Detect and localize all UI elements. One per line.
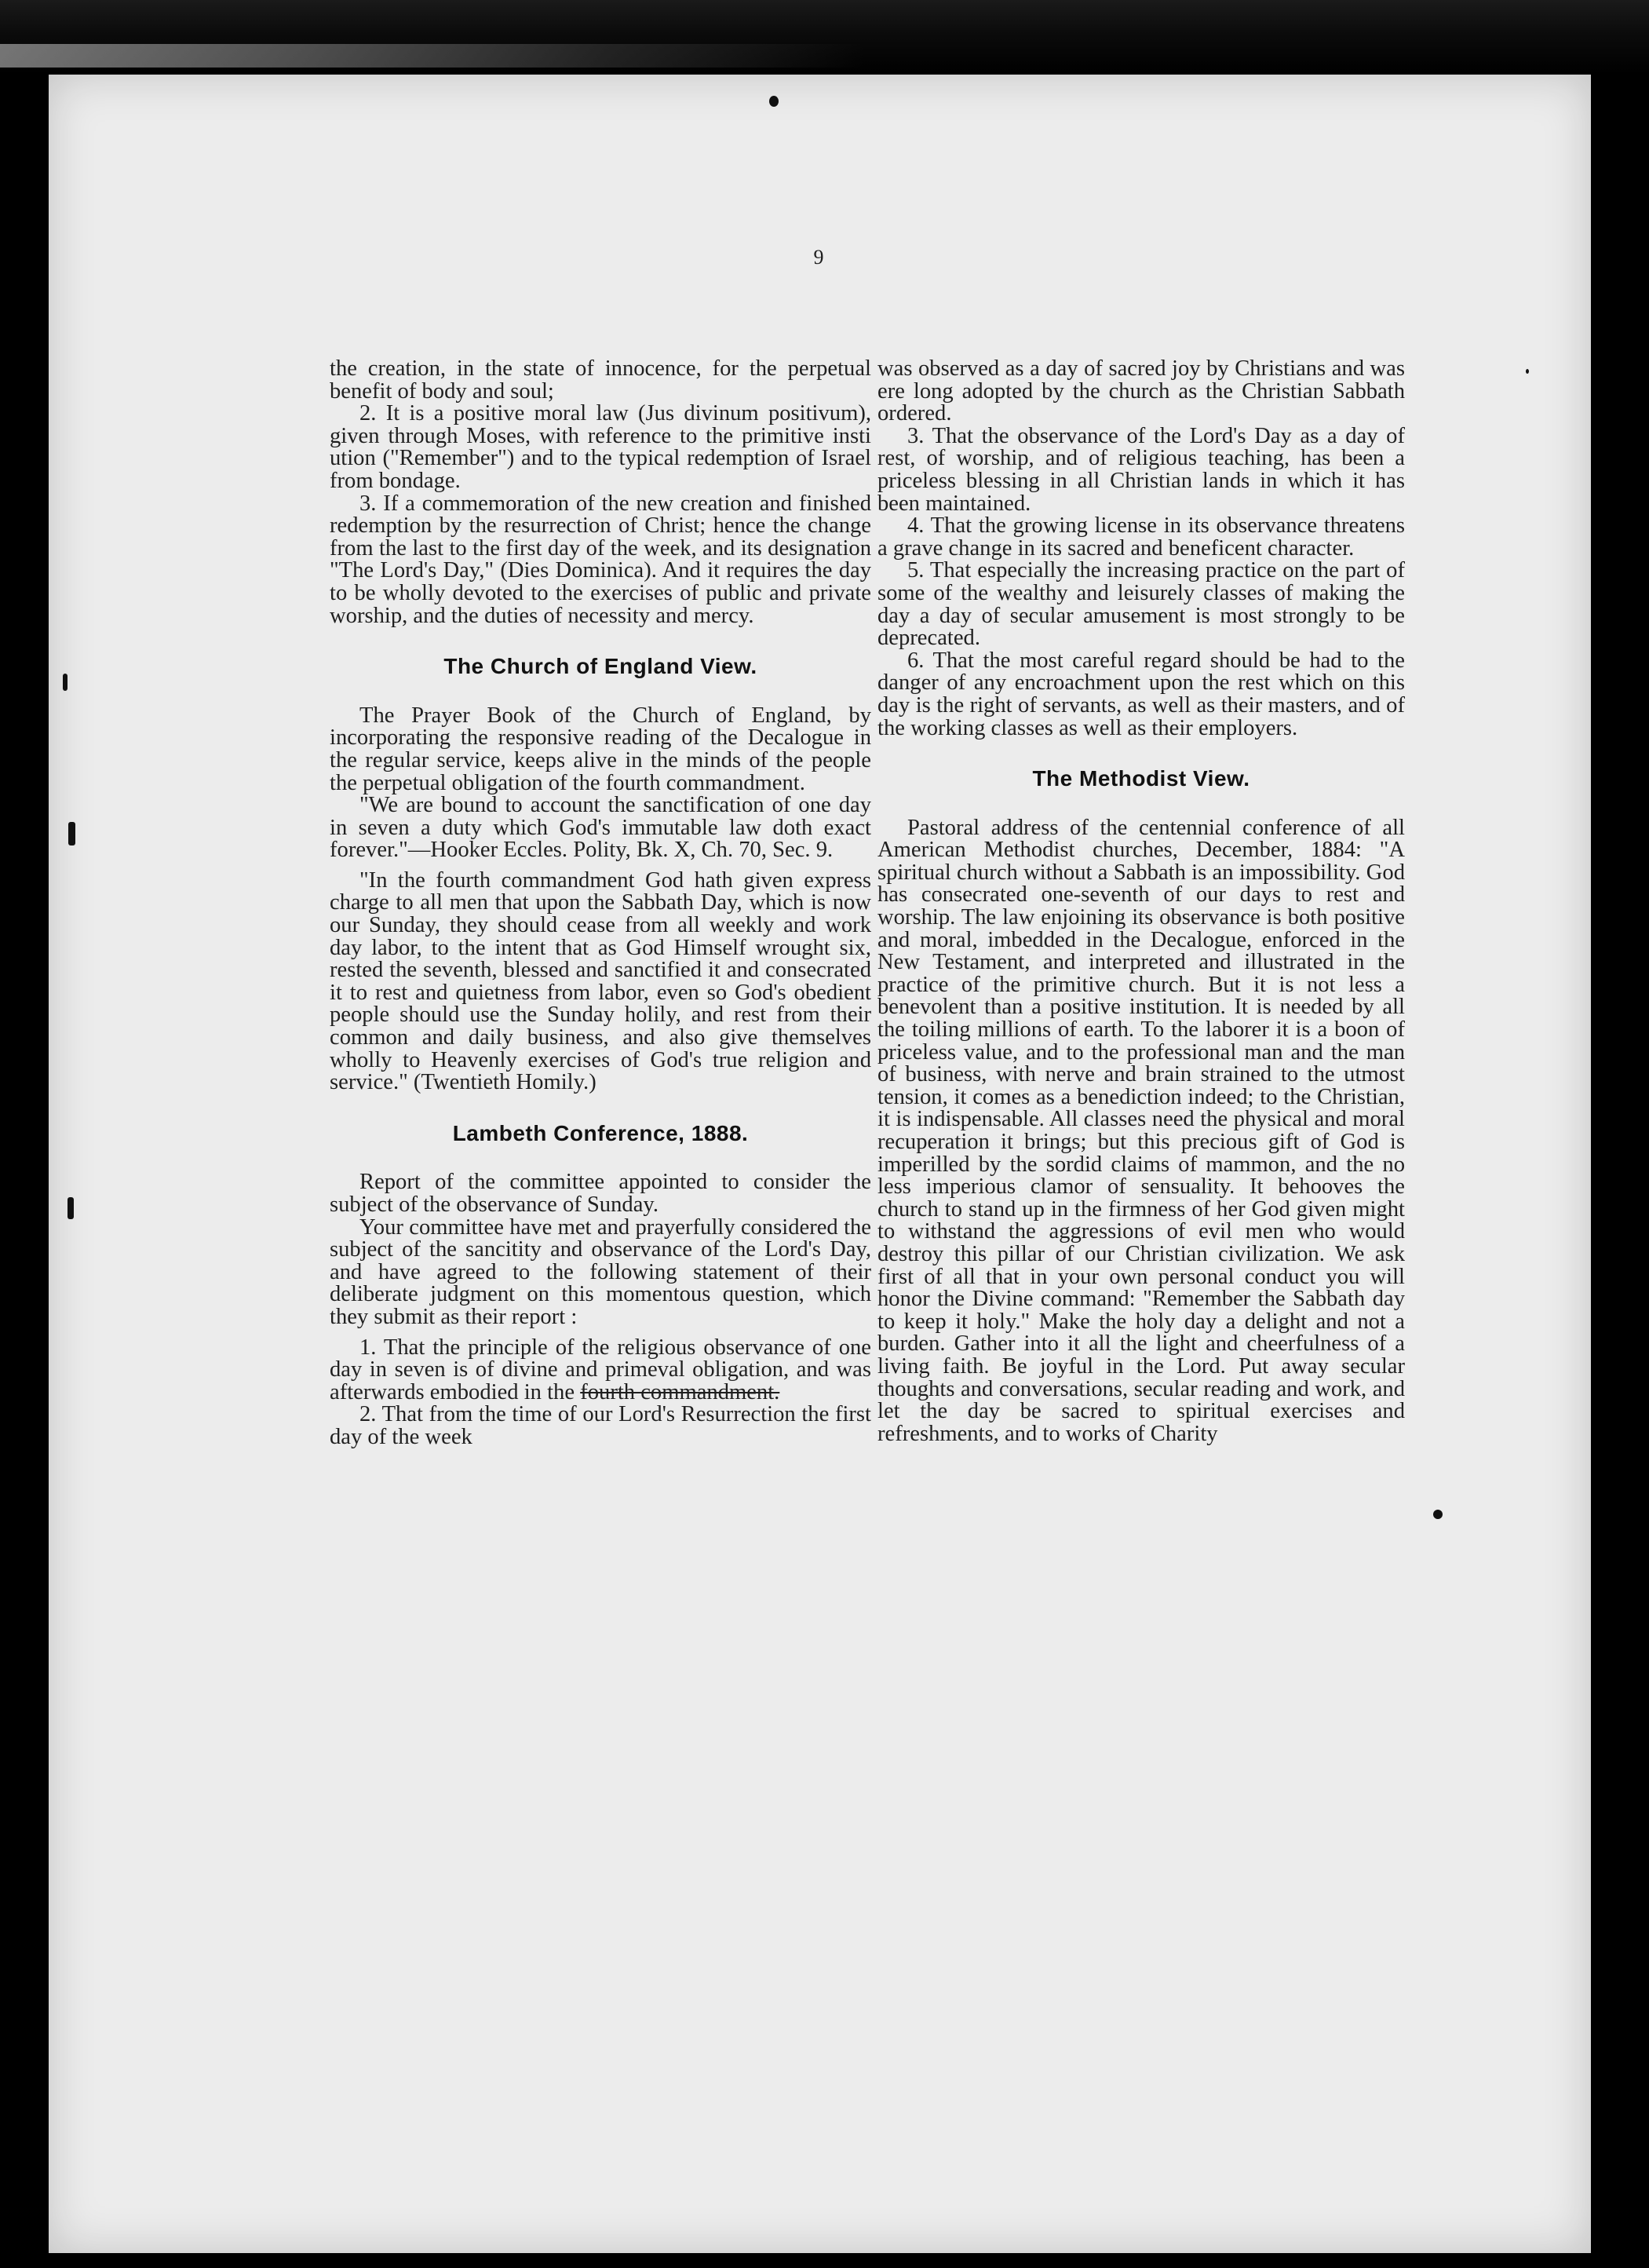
section-heading: Lambeth Conference, 1888.: [452, 1120, 749, 1145]
ink-speck: [67, 1197, 74, 1219]
ink-speck: [1526, 369, 1529, 374]
paragraph: Report of the committee appointed to consider the subject of the observance of Sunday.: [330, 1170, 871, 1217]
paragraph: Pastoral address of the centennial conference of all American Methodist churches, December, 1884: "A spiritual church without a Sabbath is an impossibility. God has consecrated one-seventh of our days to rest and worship. The law enjoining its observance is both positive and moral, imbedded in the Decalogue, enforced in the New Testament, and interpreted and illustrated in the practice of the primitive church. But it is not less a benevolent than a positive institution. It is needed by all the toiling millions of earth. To the laborer it is a boon of priceless value, and to the professional man and the man of business, with nerve and brain strained to the utmost tension, it comes as a benediction indeed; to the Christian, it is indispensable. All classes need the physical and moral recuperation it brings; but this precious gift of God is imperilled by the sordid claims of mammon, and the no less imperious clamor of sensuality. It behooves the church to stand up in the firmness of her God given might to withstand the aggressions of evil men who would destroy this pillar of our Christian civilization. We ask first of all that in your own personal conduct you will honor the Divine command: "Remember the Sabbath day to keep it holy." Make the holy day a delight and not a burden. Gather into it all the light and cheerfulness of a living faith. Be joyful in the Lord. Put away secular thoughts and conversations, secular reading and work, and let the day be sacred to spiritual exercises and refreshments, and to works of Charity: [877, 815, 1405, 1446]
paragraph: 6. That the most careful regard should be had to the danger of any encroachment upon the rest which on this day is the right of servants, as well as their masters, and of the working classes as well as their employers.: [877, 648, 1405, 740]
page-number: 9: [813, 246, 824, 268]
struck-text: fourth commandment.: [580, 1379, 780, 1404]
paragraph: 4. That the growing license in its observance threatens a grave change in its sacred and beneficent character.: [877, 513, 1405, 561]
ink-speck: [769, 96, 779, 107]
paragraph: 3. If a commemoration of the new creation and finished redemption by the resurrection of Christ; hence the change from the last to the first day of the week, and its designation "The Lord's Day," (Dies Dominica). And it requires the day to be wholly devoted to the exercises of public and private worship, and the duties of necessity and mercy.: [330, 491, 871, 628]
ink-speck: [68, 822, 75, 845]
paragraph: 3. That the observance of the Lord's Day as a day of rest, of worship, and of religious teaching, has been a priceless blessing in all Christian lands in which it has been maintained.: [877, 423, 1405, 516]
ink-speck: [1433, 1510, 1443, 1519]
paragraph: 2. That from the time of our Lord's Resurrection the first day of the week: [330, 1402, 871, 1449]
paragraph: 5. That especially the increasing practice on the part of some of the wealthy and leisurely classes of making the day a day of secular amusement is most strongly to be deprecated.: [877, 558, 1405, 651]
paragraph: Your committee have met and prayerfully considered the subject of the sancitity and observance of the Lord's Day, and have agreed to the following statement of their deliberate judgment on this momentous question, which they submit as their report :: [330, 1214, 871, 1329]
film-border-top: [0, 0, 1649, 75]
paragraph: 2. It is a positive moral law (Jus divinum positivum), given through Moses, with reference to the primitive insti ution ("Remember") and to the typical redemption of Israel from bondage.: [330, 401, 871, 493]
paragraph-text: 1. That the principle of the religious observance of one day in seven is of divine and primeval obligation, and was afterwards embodied in the: [330, 1335, 871, 1404]
paragraph: was observed as a day of sacred joy by Christians and was ere long adopted by the church as the Christian Sabbath ordered.: [877, 356, 1405, 426]
ink-speck: [63, 674, 67, 691]
paragraph: The Prayer Book of the Church of England, by incorporating the responsive reading of the Decalogue in the regular service, keeps alive in the minds of the people the perpetual obligation of the fourth commandment.: [330, 703, 871, 795]
paragraph: "In the fourth commandment God hath given express charge to all men that upon the Sabbath Day, which is now our Sunday, they should cease from all weekly and work day labor, to the intent that as God Himself wrought six, rested the seventh, blessed and sanctified it and consecrated it to rest and quietness from labor, even so God's obedient people should use the Sunday holily, and rest from their common and daily business, and also give themselves wholly to Heavenly exercises of God's true religion and service." (Twentieth Homily.): [330, 867, 871, 1095]
left-column: [330, 358, 871, 1449]
paragraph: [330, 1337, 871, 1404]
right-column: [877, 358, 1405, 1445]
section-heading: The Church of England View.: [443, 654, 757, 679]
paragraph: the creation, in the state of innocence, for the perpetual benefit of body and soul;: [330, 356, 871, 404]
paragraph: "We are bound to account the sanctification of one day in seven a duty which God's immutable law doth exact forever."—Hooker Eccles. Polity, Bk. X, Ch. 70, Sec. 9.: [330, 793, 871, 863]
section-heading: The Methodist View.: [1032, 766, 1250, 791]
scan-streak: [0, 44, 863, 68]
